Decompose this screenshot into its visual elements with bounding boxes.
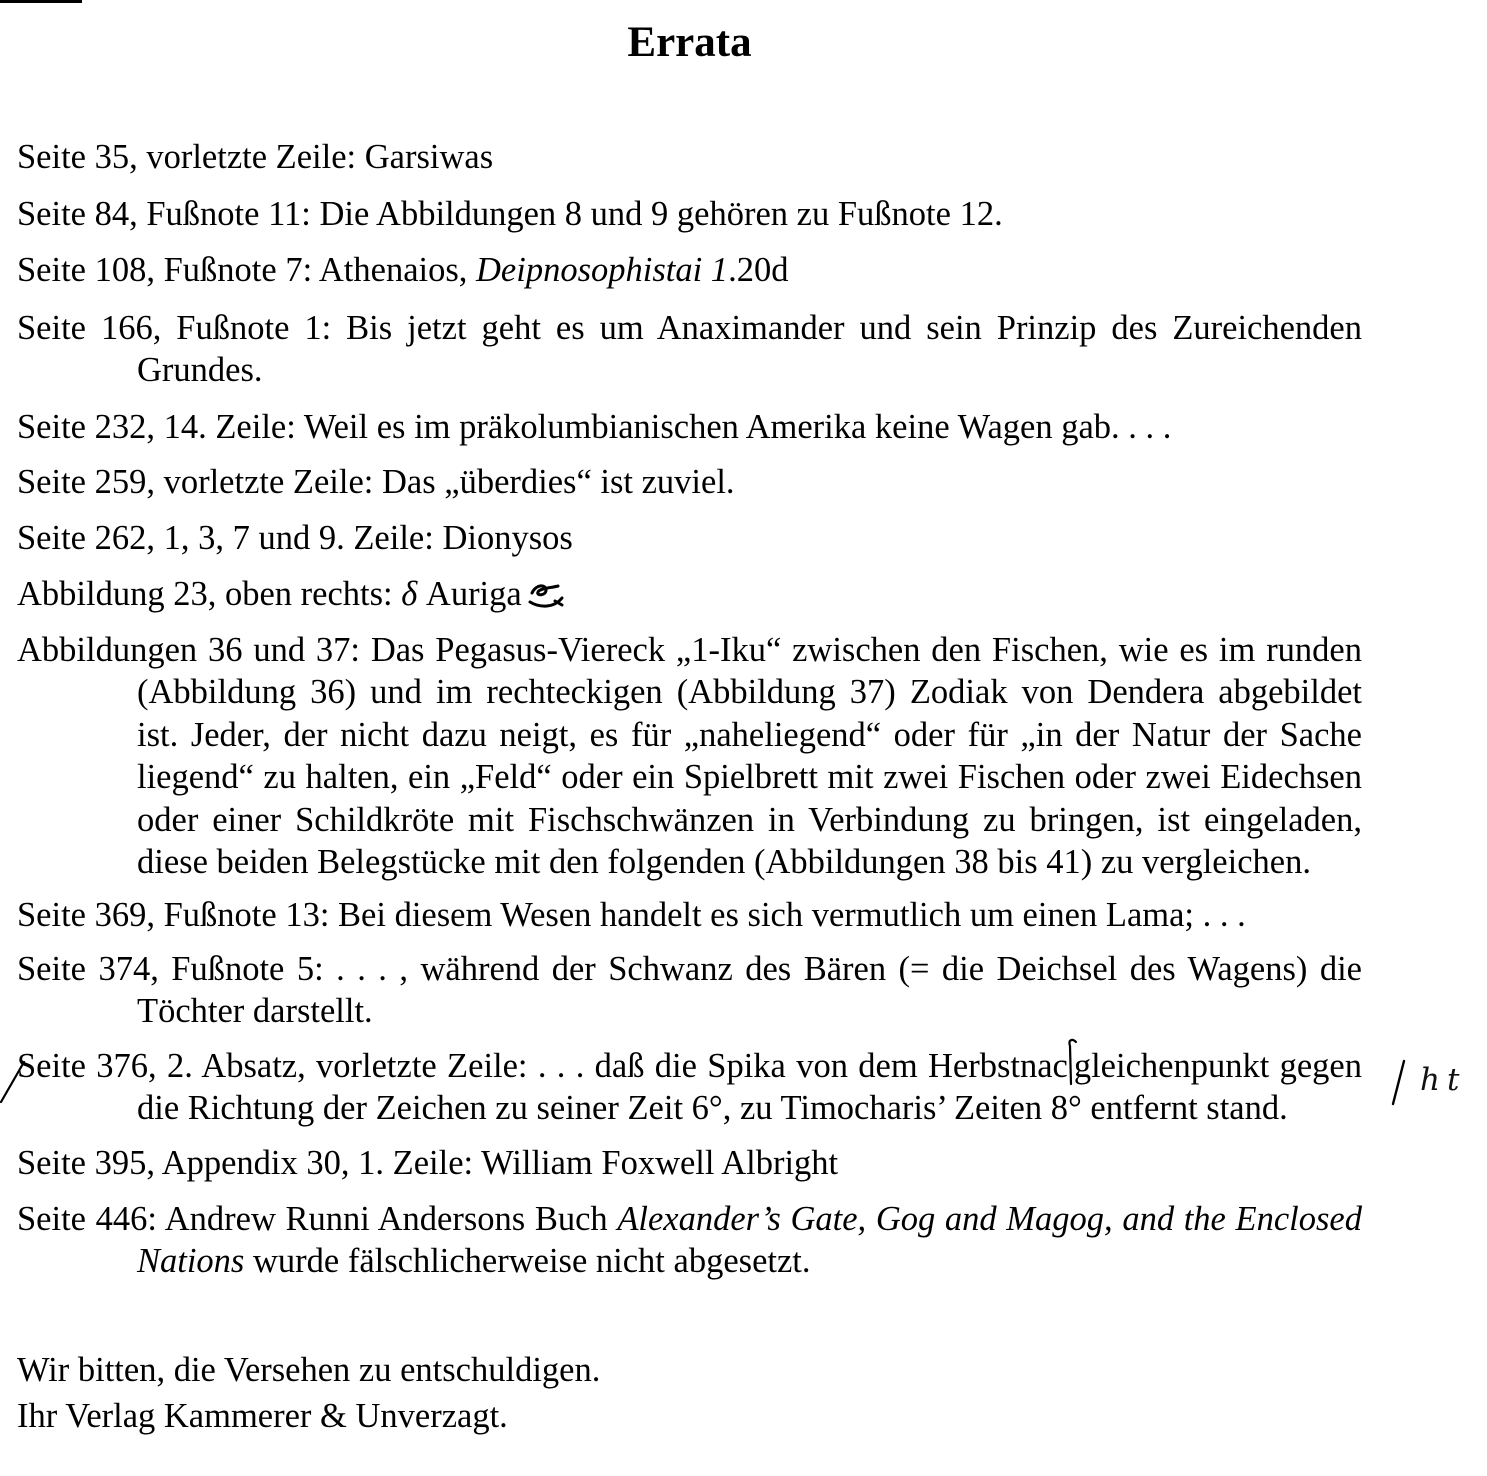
entry-text: Abbildung 23, oben rechts: — [17, 575, 402, 613]
margin-correction-note: ht — [1420, 1062, 1467, 1098]
entry-line-continued: ist. Jeder, der nicht dazu neigt, es für „naheliegend“ oder für „in der Natur der Sache — [137, 715, 1362, 754]
entry-line-continued: diese beiden Belegstücke mit den folgenden (Abbildungen 38 bis 41) zu vergleichen. — [137, 842, 1311, 881]
correction-stroke-icon — [0, 1052, 28, 1104]
entry-text: Seite 446: Andrew Runni Andersons Buch — [17, 1200, 618, 1238]
errata-entry — [17, 573, 1362, 615]
entry-italic-title: Deipnosophistai 1 — [476, 251, 729, 289]
entry-line-continued: Grundes. — [137, 351, 263, 390]
errata-entry — [17, 1198, 1362, 1283]
page-title: Errata — [627, 19, 752, 66]
entry-italic-title: Alexander’s Gate, Gog and Magog, and the Enclosed — [617, 1200, 1362, 1238]
entry-line-continued: die Richtung der Zeichen zu seiner Zeit 6°, zu Timocharis’ Zeiten 8° entfernt stand. — [137, 1089, 1288, 1128]
entry-line — [17, 1045, 1362, 1087]
entry-line-continued: Töchter darstellt. — [137, 992, 373, 1031]
entry-text: Seite 376, 2. Absatz, vorletzte Zeile: . . . daß die Spika von dem Herbstnac — [17, 1047, 1068, 1085]
entry-line-continued: (Abbildung 36) und im rechteckigen (Abbildung 37) Zodiak von Dendera abgebildet — [137, 673, 1362, 712]
entry-text: wurde fälschlicherweise nicht abgesetzt. — [244, 1242, 811, 1281]
entry-line-continued: oder einer Schildkröte mit Fischschwänzen in Verbindung zu bringen, ist eingeladen, — [137, 800, 1362, 839]
errata-entry — [17, 1142, 1362, 1184]
entry-line: Seite 232, 14. Zeile: Weil es im präkolumbianischen Amerika keine Wagen gab. . . . — [17, 408, 1172, 446]
closing-line: Ihr Verlag Kammerer & Unverzagt. — [17, 1397, 508, 1435]
entry-line: Seite 259, vorletzte Zeile: Das „überdies“ ist zuviel. — [17, 463, 735, 501]
entry-text: .20d — [728, 251, 789, 289]
entry-text: gleichenpunkt gegen — [1073, 1047, 1362, 1085]
errata-entry — [17, 894, 1362, 936]
entry-line — [17, 249, 1362, 291]
closing-note — [17, 1349, 1362, 1391]
entry-line: Abbildungen 36 und 37: Das Pegasus-Viereck „1-Iku“ zwischen den Fischen, wie es im runden — [17, 631, 1362, 669]
entry-italic-title: Nations — [137, 1242, 245, 1281]
entry-text: Auriga — [417, 575, 522, 613]
entry-line: Seite 166, Fußnote 1: Bis jetzt geht es um Anaximander und sein Prinzip des Zureichenden — [17, 309, 1362, 347]
errata-entry — [17, 1045, 1362, 1130]
errata-entry — [17, 249, 1362, 291]
errata-entry — [17, 629, 1362, 883]
errata-entry — [17, 193, 1362, 235]
entry-line — [17, 1198, 1362, 1240]
errata-entry — [17, 517, 1362, 559]
errata-entry — [17, 461, 1362, 503]
entry-line: Seite 374, Fußnote 5: . . . , während der Schwanz des Bären (= die Deichsel des Wagens) die — [17, 950, 1362, 988]
publisher-signoff — [17, 1395, 1362, 1437]
entry-line: Seite 35, vorletzte Zeile: Garsiwas — [17, 138, 494, 176]
entry-line-continued — [137, 1240, 1362, 1282]
entry-text: Seite 108, Fußnote 7: Athenaios, — [17, 251, 477, 289]
errata-entry — [17, 307, 1362, 392]
errata-entry — [17, 948, 1362, 1033]
margin-slash-icon — [1386, 1058, 1412, 1108]
entry-line: Seite 369, Fußnote 13: Bei diesem Wesen handelt es sich vermutlich um einen Lama; . . . — [17, 896, 1246, 934]
auriga-symbol-icon — [526, 580, 566, 610]
entry-line: Seite 395, Appendix 30, 1. Zeile: William Foxwell Albright — [17, 1144, 839, 1182]
entry-italic-symbol: δ — [401, 575, 418, 613]
entry-line: Seite 262, 1, 3, 7 und 9. Zeile: Dionysos — [17, 519, 573, 557]
entry-line — [17, 573, 1362, 615]
errata-entry — [17, 406, 1362, 448]
entry-line: Seite 84, Fußnote 11: Die Abbildungen 8 und 9 gehören zu Fußnote 12. — [17, 195, 1003, 233]
insertion-mark-icon — [1068, 1067, 1074, 1077]
entry-line-continued: liegend“ zu halten, ein „Feld“ oder ein Spielbrett mit zwei Fischen oder zwei Eidechsen — [137, 758, 1362, 797]
auriga-symbol-icon — [526, 580, 566, 610]
closing-line: Wir bitten, die Versehen zu entschuldigen. — [17, 1351, 601, 1389]
insertion-mark-icon — [1063, 1037, 1079, 1087]
errata-entry — [17, 136, 1362, 178]
scan-edge-mark — [0, 0, 82, 3]
